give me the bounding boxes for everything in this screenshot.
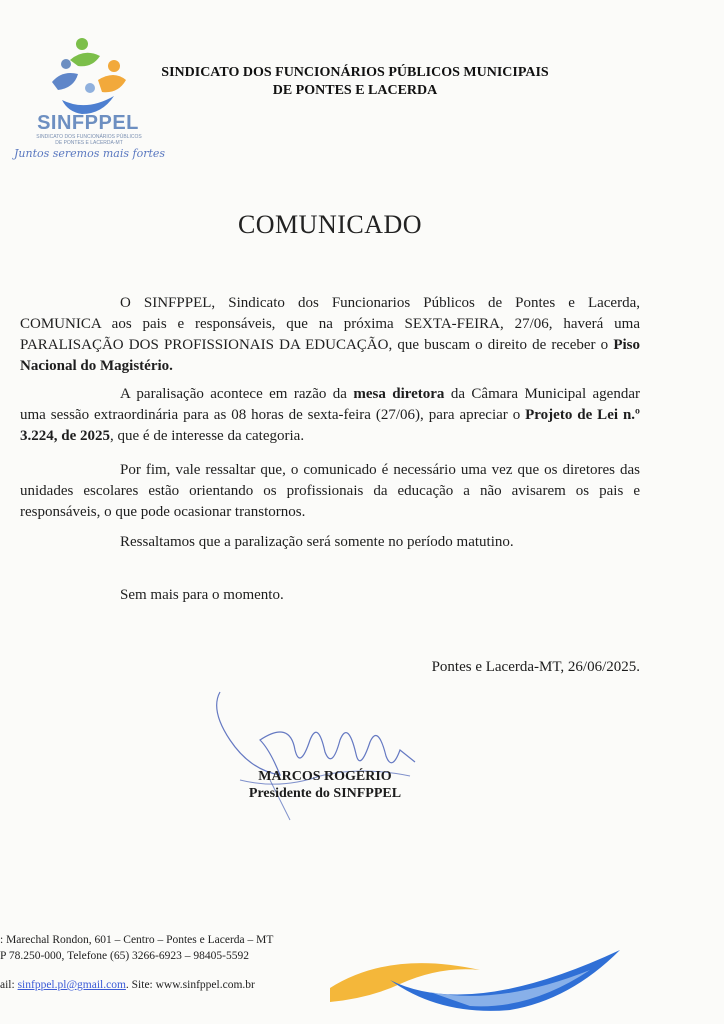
- logo-motto: Juntos seremos mais fortes: [14, 147, 166, 160]
- footer-site: . Site: www.sinfppel.com.br: [125, 979, 255, 991]
- footer-email-link[interactable]: sinfppel.pl@gmail.com: [17, 979, 126, 991]
- logo-figures-icon: [52, 38, 126, 114]
- paragraph-2-c: da Câmara Municipal agendar uma sessão extraordinária para as 08 horas de sexta-feira (27/06), para apreciar o: [20, 386, 640, 423]
- paragraph-2-d: Projeto de Lei n.º 3.224, de 2025: [20, 407, 640, 444]
- paragraph-2: [20, 384, 640, 447]
- paragraph-1: [20, 293, 640, 377]
- logo-subtitle-line2: DE PONTES E LACERDA-MT: [55, 140, 123, 146]
- handwritten-signature: [200, 680, 440, 830]
- logo-subtitle-line1: SINDICATO DOS FUNCIONÁRIOS PÚBLICOS: [36, 134, 142, 140]
- paragraph-1-text: O SINFPPEL, Sindicato dos Funcionarios Públicos de Pontes e Lacerda, COMUNICA aos pais e responsáveis, que na próxima SEXTA-FEIRA, 27/06, haverá uma PARALISAÇÃO DOS PROFISSIONAIS DA EDUCAÇÃO, que buscam o direito de receber o: [20, 295, 640, 353]
- footer-contact: P 78.250-000, Telefone (65) 3266-6923 – 98405-5592: [0, 950, 249, 962]
- footer-email-site: [0, 979, 255, 991]
- paragraph-3: [20, 460, 640, 523]
- place-date: Pontes e Lacerda-MT, 26/06/2025.: [431, 659, 640, 675]
- closing-line: Sem mais para o momento.: [120, 587, 284, 603]
- paragraph-3-text: Por fim, vale ressaltar que, o comunicado é necessário uma vez que os diretores das unidades escolares estão orientando os profissionais da educação a não avisarem os pais e responsáveis, o que pode ocasionar transtornos.: [20, 462, 640, 520]
- footer-address: : Marechal Rondon, 601 – Centro – Pontes e Lacerda – MT: [0, 934, 274, 946]
- document-title: COMUNICADO: [237, 210, 423, 239]
- org-name-line2: DE PONTES E LACERDA: [272, 83, 438, 98]
- paragraph-2-e: , que é de interesse da categoria.: [110, 428, 305, 444]
- footer-swoosh-icon: [330, 940, 630, 1020]
- paragraph-4: Ressaltamos que a paralização será somente no período matutino.: [120, 534, 514, 550]
- paragraph-2-b: mesa diretora: [353, 386, 445, 402]
- paragraph-1-bold: Piso Nacional do Magistério.: [20, 337, 640, 374]
- paragraph-2-a: A paralisação acontece em razão da: [120, 386, 354, 402]
- logo-name: SINFPPEL: [37, 112, 139, 134]
- signatory-name: MARCOS ROGÉRIO: [258, 769, 392, 784]
- signatory-role: Presidente do SINFPPEL: [248, 786, 402, 801]
- footer-email-label: ail:: [0, 979, 18, 991]
- org-name-line1: SINDICATO DOS FUNCIONÁRIOS PÚBLICOS MUNICIPAIS: [161, 65, 549, 80]
